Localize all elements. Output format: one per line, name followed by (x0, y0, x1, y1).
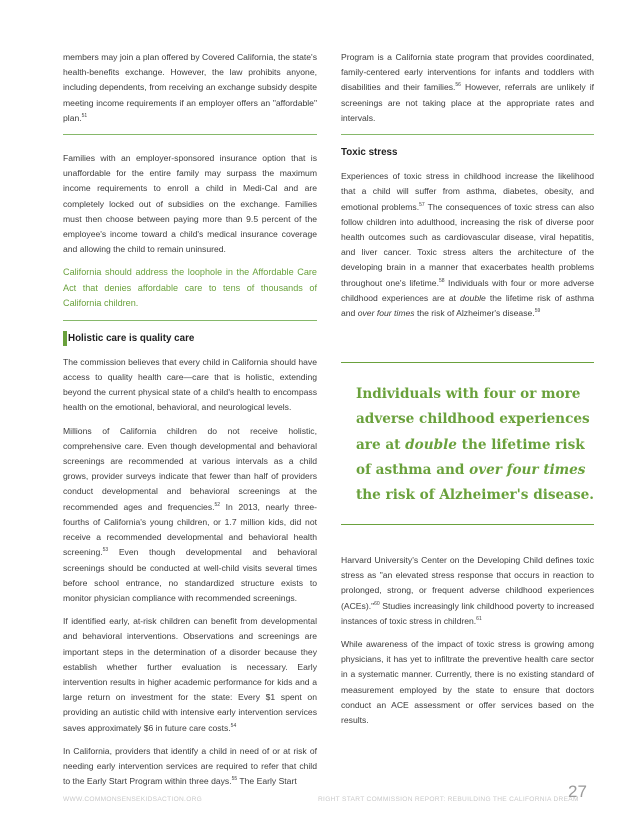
body-paragraph: Millions of California children do not receive holistic, comprehensive care. Even though developmental and behavioral screenings are recommended at various intervals as a child grows, provider surveys indicate that fewer than half of providers conduct developmental and behavioral screenings at the recommended ages and frequencies.$^{52}$ In 2013, nearly three-fourths of California's young children, or 1.7 million kids, did not receive a recommended developmental and behavioral health screening.$^{53}$ Even though developmental and behavioral screenings should be conducted at well-child visits several times before school entrance, no standardized structure exists to monitor physician compliance with recommended screenings. (63, 425, 317, 603)
footnote-ref: 56 (455, 82, 461, 89)
body-paragraph: In California, providers that identify a child in need of or at risk of needing early intervention services are required to refer that child to the Early Start Program within three days.$^{55}$ The Early Start (63, 745, 317, 787)
footnote-ref: 58 (438, 277, 445, 284)
footnote-ref: 57 (419, 201, 425, 208)
body-paragraph: If identified early, at-risk children can benefit from developmental and behavioral interventions. Observations and screenings are important steps in the determination of a disorder because they establish whether further evaluation is necessary. Early intervention results in higher academic performance for kids and a large return on investment for the state: Every $1 spent on providing an autistic child with intensive early intervention services saves approximately $6 in future care costs.$^{54}$ (63, 616, 317, 733)
body-paragraph: Experiences of toxic stress in childhood increase the likelihood that a child will suffer from asthma, diabetes, obesity, and emotional problems.$^{57}$ The consequences of toxic stress can also follow children into adulthood, increasing the risk of diverse poor health outcomes such as cardiovascular disease, viral hepatitis, and liver cancer. Toxic stress alters the architecture of the developing brain in a manner that exacerbates health problems throughout one's lifetime.$^{58}$ Individuals with four or more adverse childhood experiences are at double the lifetime risk of asthma and over four times the risk of Alzheimer's disease.$^{59}$ (341, 171, 594, 319)
left-column (63, 50, 317, 797)
body-paragraph: members may join a plan offered by Covered California, the state's health-benefits exchange. However, the law prohibits anyone, including dependents, from receiving an exchange subsidy despite meeting income requirements if an employer offers an "affordable" plan.$^{51}$ (63, 52, 317, 123)
right-column (341, 50, 594, 329)
footer-report-title: RIGHT START COMMISSION REPORT: REBUILDING THE CALIFORNIA DREAM (318, 796, 579, 803)
footnote-ref: 51 (81, 112, 88, 119)
divider (63, 320, 317, 321)
recommendation-callout: California should address the loophole in the Affordable Care Act that denies affordable care to tens of thousands of California children. (63, 267, 317, 309)
footnote-ref: 61 (476, 615, 482, 622)
page-number: 27 (568, 782, 587, 801)
body-paragraph: Families with an employer-sponsored insurance option that is unaffordable for the entire family may surpass the maximum income requirements to enroll a child in Medi-Cal and are completely locked out of subsidies on the exchange. Families must then choose between paying more than 9.5 percent of the employee's income toward a child's medical insurance coverage and allowing the child to remain uninsured. (63, 153, 317, 255)
footnote-ref: 52 (214, 501, 221, 508)
divider (341, 134, 594, 135)
body-paragraph: The commission believes that every child in California should have access to quality health care—care that is holistic, extending beyond the current physical state of a child's health to encompass health on the emotional, behavioral, and neurological levels. (63, 356, 317, 413)
pull-quote-bottom-rule (341, 524, 594, 525)
body-paragraph: While awareness of the impact of toxic stress is growing among physicians, it has yet to infiltrate the preventive health care sector in a systematic manner. Currently, there is no existing standard of measurement employed by the state to ensure that doctors conduct an ACE assessment or offer services based on the results. (341, 639, 594, 726)
section-heading: Holistic care is quality care (63, 331, 317, 346)
footnote-ref: 53 (102, 547, 109, 554)
pull-quote: Individuals with four or more adverse childhood experiences are at double the lifetime risk of asthma and over four times the risk of Alzheimer's disease. (356, 386, 595, 504)
body-paragraph: Harvard University's Center on the Developing Child defines toxic stress as "an elevated stress response that occurs in reaction to prolonged, strong, or frequent adverse childhood experiences (ACEs)."$^{60}$ Studies increasingly link childhood poverty to increased instances of toxic stress in children.$^{61}$ (341, 555, 594, 626)
footnote-ref: 54 (230, 722, 237, 729)
footer-website[interactable]: WWW.COMMONSENSEKIDSACTION.ORG (63, 796, 203, 803)
body-paragraph: Program is a California state program that provides coordinated, family-centered early interventions for infants and toddlers with disabilities and their families.$^{56}$ However, referrals are unlikely if screenings are not taking place at the appropriate rates and intervals. (341, 52, 594, 123)
section-heading: Toxic stress (341, 147, 398, 159)
footnote-ref: 59 (534, 308, 541, 315)
pull-quote-top-rule (341, 362, 594, 363)
footnote-ref: 60 (374, 600, 380, 607)
divider (63, 134, 317, 135)
right-column-lower (341, 553, 594, 736)
footnote-ref: 55 (231, 776, 238, 783)
